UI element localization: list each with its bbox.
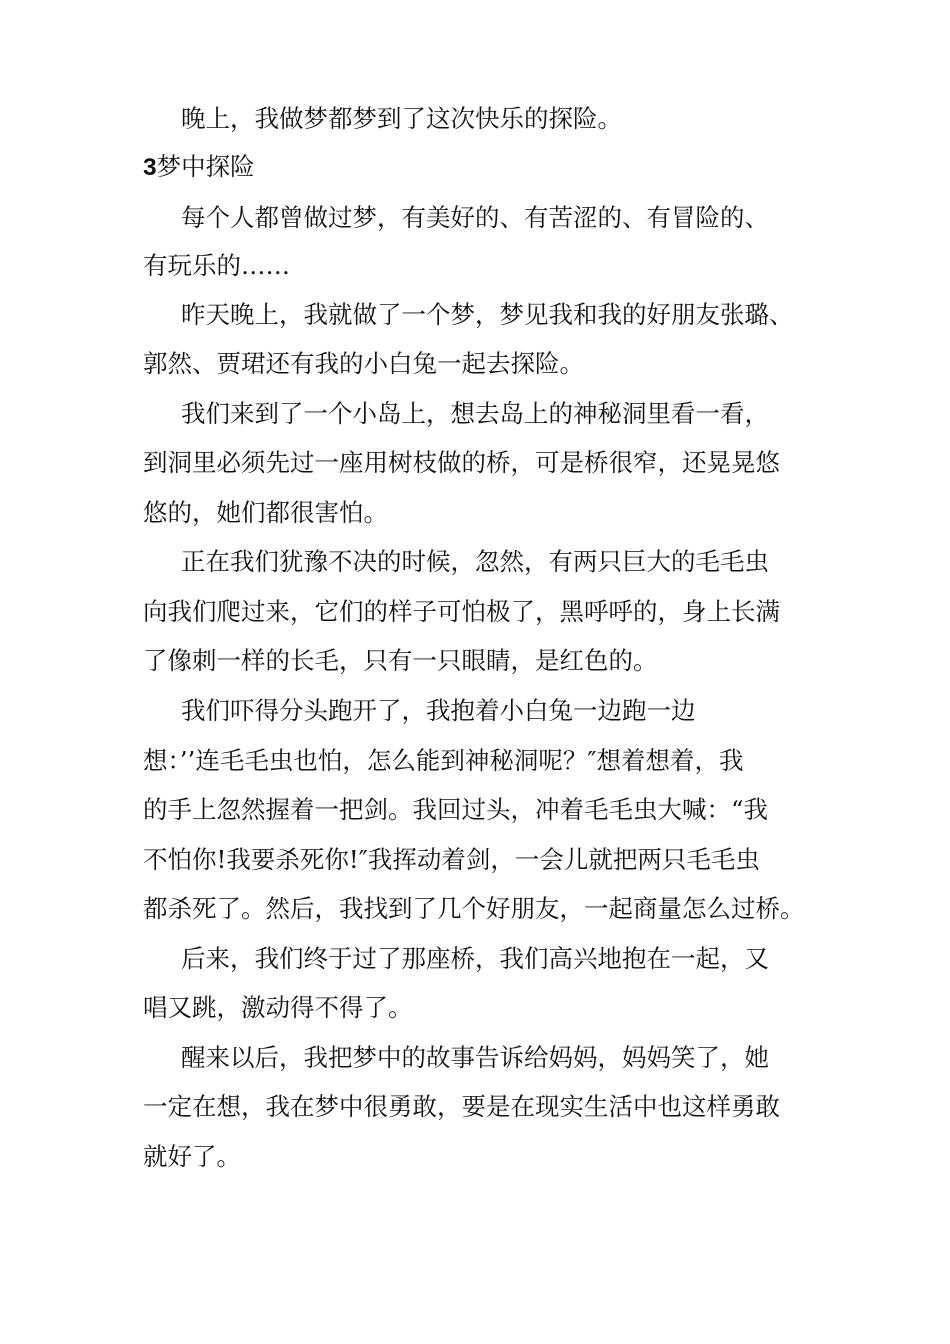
paragraph-line: 晚上，我做梦都梦到了这次快乐的探险。: [181, 104, 622, 133]
paragraph-line: 我们来到了一个小岛上，想去岛上的神秘洞里看一看，: [181, 399, 769, 428]
paragraph-line: 醒来以后，我把梦中的故事告诉给妈妈，妈妈笑了，她: [181, 1043, 769, 1072]
paragraph-line: 就好了。: [143, 1142, 241, 1171]
paragraph-line: 想：’’连毛毛虫也怕，怎么能到神秘洞呢？″想着想着，我: [143, 746, 744, 775]
paragraph-line: 的手上忽然握着一把剑。我回过头，冲着毛毛虫大喊：“我: [143, 795, 769, 824]
paragraph-line: 昨天晚上，我就做了一个梦，梦见我和我的好朋友张璐、: [181, 300, 794, 329]
paragraph-line: 都杀死了。然后，我找到了几个好朋友，一起商量怎么过桥。: [143, 894, 805, 923]
paragraph-line: 有玩乐的……: [143, 251, 290, 280]
paragraph-line: 正在我们犹豫不决的时候，忽然，有两只巨大的毛毛虫: [181, 547, 769, 576]
paragraph-line: 后来，我们终于过了那座桥，我们高兴地抱在一起，又: [181, 944, 769, 973]
paragraph-line: 一定在想，我在梦中很勇敢，要是在现实生活中也这样勇敢: [143, 1092, 780, 1121]
paragraph-line: 向我们爬过来，它们的样子可怕极了，黑呼呼的，身上长满: [143, 597, 780, 626]
paragraph-line: 每个人都曾做过梦，有美好的、有苦涩的、有冒险的、: [181, 203, 769, 232]
paragraph-line: 不怕你!我要杀死你!″我挥动着剑，一会儿就把两只毛毛虫: [143, 845, 760, 874]
paragraph-line: 到洞里必须先过一座用树枝做的桥，可是桥很窄，还晃晃悠: [143, 448, 780, 477]
section-heading: [143, 151, 255, 184]
heading-title: 梦中探险: [156, 152, 255, 181]
paragraph-line: 唱又跳，激动得不得了。: [143, 993, 413, 1022]
paragraph-line: 了像刺一样的长毛，只有一只眼睛，是红色的。: [143, 646, 658, 675]
paragraph-line: 悠的，她们都很害怕。: [143, 498, 388, 527]
paragraph-line: 郭然、贾珺还有我的小白兔一起去探险。: [143, 349, 584, 378]
paragraph-line: 我们吓得分头跑开了，我抱着小白兔一边跑一边: [181, 696, 696, 725]
heading-number: 3: [143, 154, 157, 181]
